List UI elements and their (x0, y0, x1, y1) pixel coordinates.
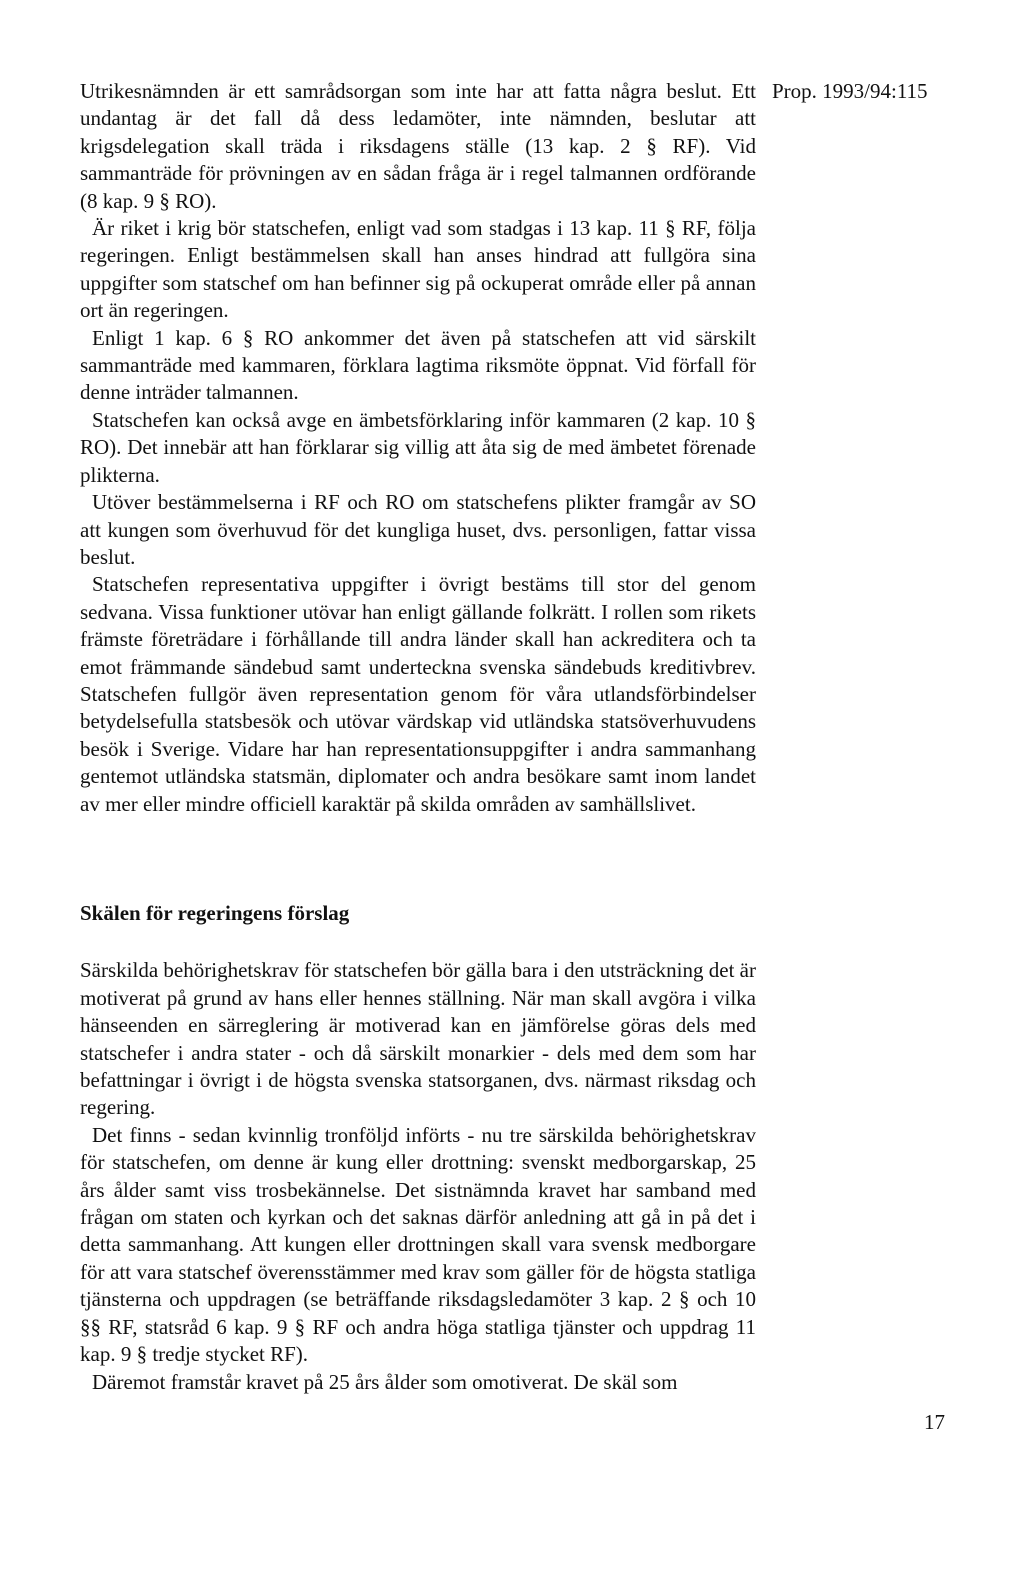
margin-prop-ref: Prop. 1993/94:115 (772, 79, 928, 103)
paragraph: Statschefen kan också avge en ämbetsförklaring inför kammaren (2 kap. 10 § RO). Det innebär att han förklarar sig villig att åta sig de med ämbetet förenade plikterna. (80, 407, 756, 487)
paragraph: Statschefen representativa uppgifter i övrigt bestäms till stor del genom sedvana. Vissa funktioner utövar han enligt gällande folkrätt. I rollen som rikets främste företrädare i förhållande till andra länder skall han ackreditera och ta emot främmande sändebud samt underteckna svenska sändebuds kreditivbrev. Statschefen fullgör även representation genom för våra utlandsförbindelser betydelsefulla statsbesök och utövar värdskap vid utländska statsöverhuvudens besök i Sverige. Vidare har han representationsuppgifter i andra sammanhang gentemot utländska statsmän, diplomater och andra besökare samt inom landet av mer eller mindre officiell karaktär på skilda områden av samhällslivet. (80, 572, 756, 816)
section-1 (80, 78, 756, 818)
paragraph: Däremot framstår kravet på 25 års ålder som omotiverat. De skäl som (92, 1369, 678, 1394)
paragraph: Särskilda behörighetskrav för statschefen bör gälla bara i den utsträckning det är motiverat på grund av hans eller hennes ställning. När man skall avgöra i vilka hänseenden en särreglering är motiverad kan en jämförelse göras dels med statschefer i andra stater - och då särskilt monarkier - dels med dem som har befattningar i övrigt i de högsta svenska statsorganen, dvs. närmast riksdag och regering. (80, 958, 756, 1120)
paragraph: Är riket i krig bör statschefen, enligt vad som stadgas i 13 kap. 11 § RF, följa regeringen. Enligt bestämmelsen skall han anses hindrad att fullgöra sina uppgifter som statschef om han befinner sig på ockuperat område eller på annan ort än regeringen. (80, 216, 756, 323)
page-number: 17 (924, 1410, 945, 1434)
paragraph: Utöver bestämmelserna i RF och RO om statschefens plikter framgår av SO att kungen som överhuvud för det kungliga huset, dvs. personligen, fattar vissa beslut. (80, 490, 756, 569)
paragraph: Det finns - sedan kvinnlig tronföljd införts - nu tre särskilda behörighetskrav för statschefen, om denne är kung eller drottning: svenskt medborgarskap, 25 års ålder samt viss trosbekännelse. Det sistnämnda kravet har samband med frågan om staten och kyrkan och det saknas därför anledning att gå in på det i detta sammanhang. Att kungen eller drottningen skall vara svensk medborgare för att vara statschef överensstämmer med krav som gäller för de högsta statliga tjänsterna och uppdragen (se beträffande riksdagsledamöter 3 kap. 2 § och 10 §§ RF, statsråd 6 kap. 9 § RF och andra höga statliga tjänster och uppdrag 11 kap. 9 § tredje stycket RF). (80, 1122, 756, 1367)
paragraph: Utrikesnämnden är ett samrådsorgan som inte har att fatta några beslut. Ett undantag är det fall då dess ledamöter, inte nämnden, beslutar att krigsdelegation skall träda i riksdagens ställe (13 kap. 2 § RF). Vid sammanträde för prövningen av en sådan fråga är i regel talmannen ordförande (8 kap. 9 § RO). (80, 79, 756, 213)
paragraph: Enligt 1 kap. 6 § RO ankommer det även på statschefen att vid särskilt sammanträde med kammaren, förklara lagtima riksmöte öppnat. Vid förfall för denne inträder talmannen. (80, 325, 756, 405)
section-heading: Skälen för regeringens förslag (80, 901, 350, 925)
section-2 (80, 900, 756, 1396)
